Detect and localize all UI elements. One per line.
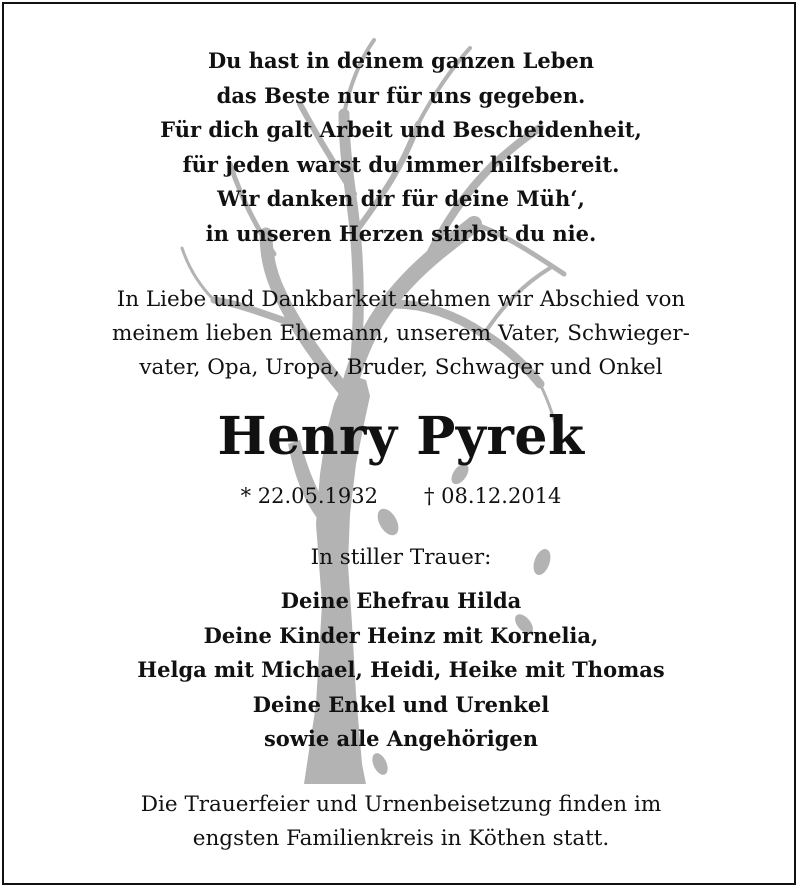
mourner-line: Deine Kinder Heinz mit Kornelia, [203,622,599,648]
closing-line: engsten Familienkreis in Köthen statt. [192,826,610,851]
poem-line: Wir danken dir für deine Müh‘, [217,186,585,211]
poem-line: in unseren Herzen stirbst du nie. [205,220,597,246]
farewell-intro [4,283,796,385]
birth-date: * 22.05.1932 [240,484,378,508]
intro-line: In Liebe und Dankbarkeit nehmen wir Abschied von [116,287,686,312]
mourners-list [4,584,796,757]
poem [4,44,796,251]
poem-line: Du hast in deinem ganzen Leben [207,48,595,73]
poem-line: das Beste nur für uns gegeben. [216,82,586,108]
deceased-name: Henry Pyrek [217,406,585,467]
mourner-line: Helga mit Michael, Heidi, Heike mit Thomas [137,657,665,682]
obituary-notice [2,2,796,885]
funeral-info [4,788,796,856]
mourner-line: Deine Enkel und Urenkel [252,691,550,717]
mourner-line: Deine Ehefrau Hilda [280,588,522,613]
life-dates [4,479,796,513]
mourner-line: sowie alle Angehörigen [263,726,539,751]
death-date: † 08.12.2014 [424,484,562,508]
intro-line: meinem lieben Ehemann, unserem Vater, Schwieger- [112,321,690,346]
poem-line: Für dich galt Arbeit und Bescheidenheit, [160,117,642,142]
poem-line: für jeden warst du immer hilfsbereit. [182,151,620,177]
closing-line: Die Trauerfeier und Urnenbeisetzung finden im [140,792,662,817]
mourning-label: In stiller Trauer: [310,545,492,570]
intro-line: vater, Opa, Uropa, Bruder, Schwager und Onkel [139,355,663,380]
